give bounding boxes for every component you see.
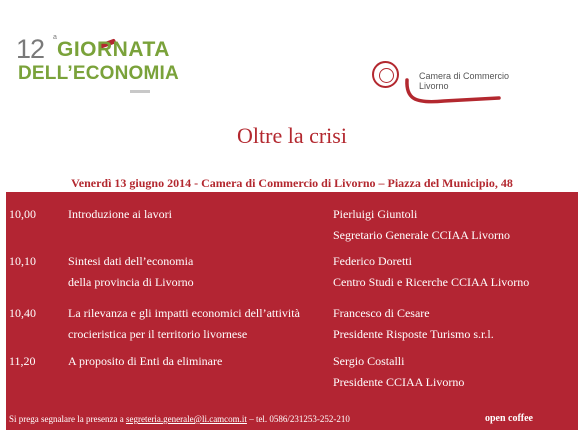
agenda-topic (68, 204, 328, 225)
open-coffee-label: open coffee (484, 413, 533, 424)
agenda-box (6, 192, 578, 430)
email-link[interactable]: segreteria.generale@li.camcom.it (125, 414, 247, 424)
speaker-name: Federico Doretti (333, 254, 412, 268)
chamber-line2: Livorno (419, 81, 449, 91)
topic-line: Introduzione ai lavori (68, 207, 172, 221)
chamber-logo-text (419, 71, 509, 91)
logo-line2: DELL’ECONOMIA (18, 63, 179, 84)
topic-line: La rilevanza e gli impatti economici dell’attività (68, 306, 300, 320)
agenda-time: 10,10 (9, 254, 36, 268)
agenda-speaker (333, 251, 573, 293)
speaker-name: Sergio Costalli (333, 354, 405, 368)
logo-edition-sup: a (53, 34, 57, 41)
giornata-economia-logo (16, 30, 179, 100)
speaker-role: Presidente Risposte Turismo s.r.l. (333, 327, 494, 341)
topic-line: Sintesi dati dell’economia (68, 254, 194, 268)
speaker-role: Presidente CCIAA Livorno (333, 375, 465, 389)
topic-line: crocieristica per il territorio livornese (68, 327, 248, 341)
topic-line: della provincia di Livorno (68, 275, 194, 289)
agenda-speaker (333, 204, 573, 246)
agenda-time: 11,20 (9, 354, 36, 368)
topic-line: A proposito di Enti da eliminare (68, 354, 223, 368)
chamber-line1: Camera di Commercio (419, 71, 510, 81)
footer-contact (9, 414, 350, 424)
footer-prefix: Si prega segnalare la presenza a (9, 414, 126, 424)
agenda-speaker (333, 303, 573, 345)
speaker-name: Pierluigi Giuntoli (333, 207, 418, 221)
logo-line1: GIORNATA (57, 38, 170, 61)
agenda-topic (68, 303, 328, 345)
speaker-role: Segretario Generale CCIAA Livorno (333, 228, 510, 242)
logo-edition: 12 (16, 34, 45, 64)
speaker-name: Francesco di Cesare (333, 306, 430, 320)
logo-underline (130, 90, 150, 93)
agenda-time: 10,00 (9, 207, 36, 221)
speaker-role: Centro Studi e Ricerche CCIAA Livorno (333, 275, 530, 289)
footer-phone: – tel. 0586/231253-252-210 (246, 414, 350, 424)
event-subtitle: Venerdì 13 giugno 2014 - Camera di Commercio di Livorno – Piazza del Municipio, 48 (71, 176, 513, 190)
agenda-topic (68, 251, 328, 293)
agenda-time: 10,40 (9, 306, 36, 320)
agenda-topic (68, 351, 328, 372)
page-title: Oltre la crisi (237, 123, 347, 148)
agenda-speaker (333, 351, 573, 393)
chamber-seal-icon (372, 61, 399, 88)
